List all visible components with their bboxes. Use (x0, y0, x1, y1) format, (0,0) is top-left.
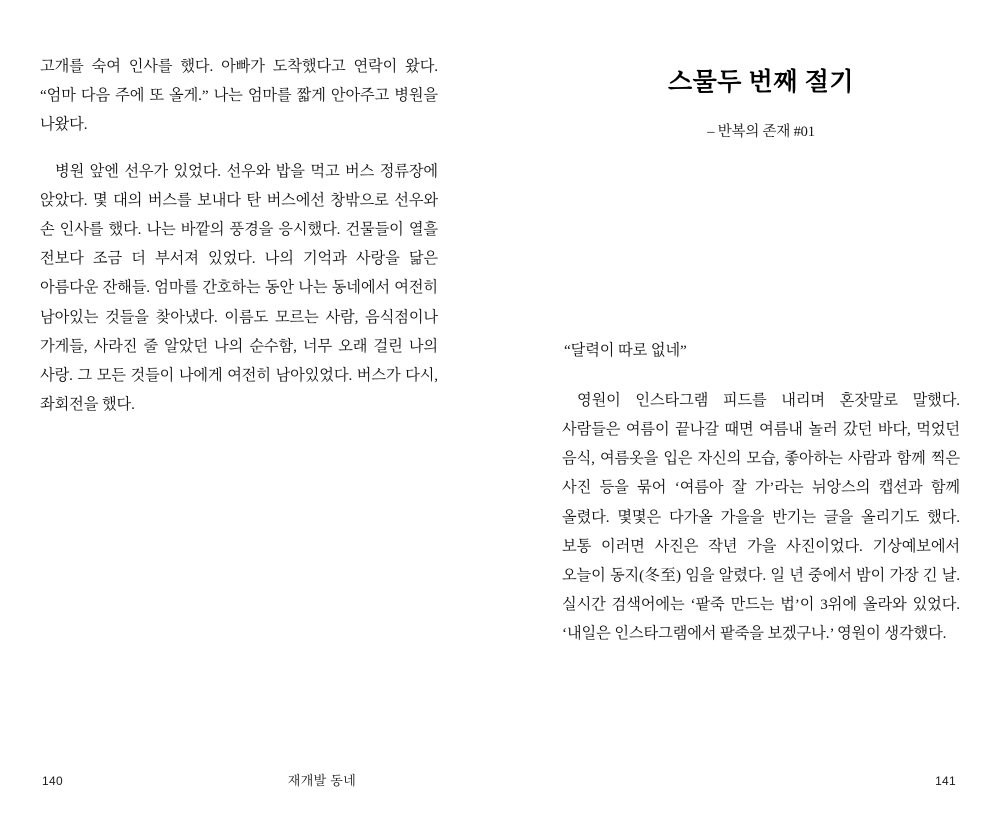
paragraph: 고개를 숙여 인사를 했다. 아빠가 도착했다고 연락이 왔다. “엄마 다음 주에 또 올게.” 나는 엄마를 짧게 안아주고 병원을 나왔다. (40, 58, 438, 134)
paragraph: 영원이 인스타그램 피드를 내리며 혼잣말로 말했다. 사람들은 여름이 끝나갈 때면 여름내 놀러 갔던 바다, 먹었던 음식, 여름옷을 입은 자신의 모습, 좋아하는 사람과 함께 찍은 사진 등을 묶어 ‘여름아 잘 가’라는 뉘앙스의 캡션과 함께 올렸다. 몇몇은 다가올 가을을 반기는 글을 올리기도 했다. 보통 이러면 사진은 작년 가을 사진이었다. 기상예보에서 오늘이 동지(冬至) 임을 알렸다. 일 년 중에서 밤이 가장 긴 날. 실시간 검색어에는 ‘팥죽 만드는 법’이 3위에 올라와 있었다. ‘내일은 인스타그램에서 팥죽을 보겠구나.’ 영원이 생각했다. (562, 391, 960, 643)
left-page-body (40, 52, 438, 419)
chapter-subtitle: – 반복의 존재 #01 (707, 124, 815, 140)
page-number-right: 141 (935, 774, 956, 788)
paragraph: 병원 앞엔 선우가 있었다. 선우와 밥을 먹고 버스 정류장에 앉았다. 몇 대의 버스를 보내다 탄 버스에선 창밖으로 선우와 손 인사를 했다. 나는 바깥의 풍경을 응시했다. 건물들이 열흘 전보다 조금 더 부서져 있었다. 나의 기억과 사랑을 닮은 아름다운 잔해들. 엄마를 간호하는 동안 나는 동네에서 여전히 남아있는 것들을 찾아냈다. 이름도 모르는 사람, 음식점이나 가게들, 사라진 줄 알았던 나의 순수함, 너무 오래 걸린 나의 사랑. 그 모든 것들이 나에게 여전히 남아있었다. 버스가 다시, 좌회전을 했다. (40, 162, 438, 414)
right-page-body (562, 337, 960, 649)
page-number-left: 140 (42, 774, 63, 788)
chapter-title: 스물두 번째 절기 (667, 69, 855, 96)
right-page (500, 0, 1000, 832)
dialogue-quote: “달력이 따로 없네” (564, 342, 687, 359)
chapter-spacer (562, 141, 960, 337)
running-head: 재개발 동네 (287, 773, 357, 788)
